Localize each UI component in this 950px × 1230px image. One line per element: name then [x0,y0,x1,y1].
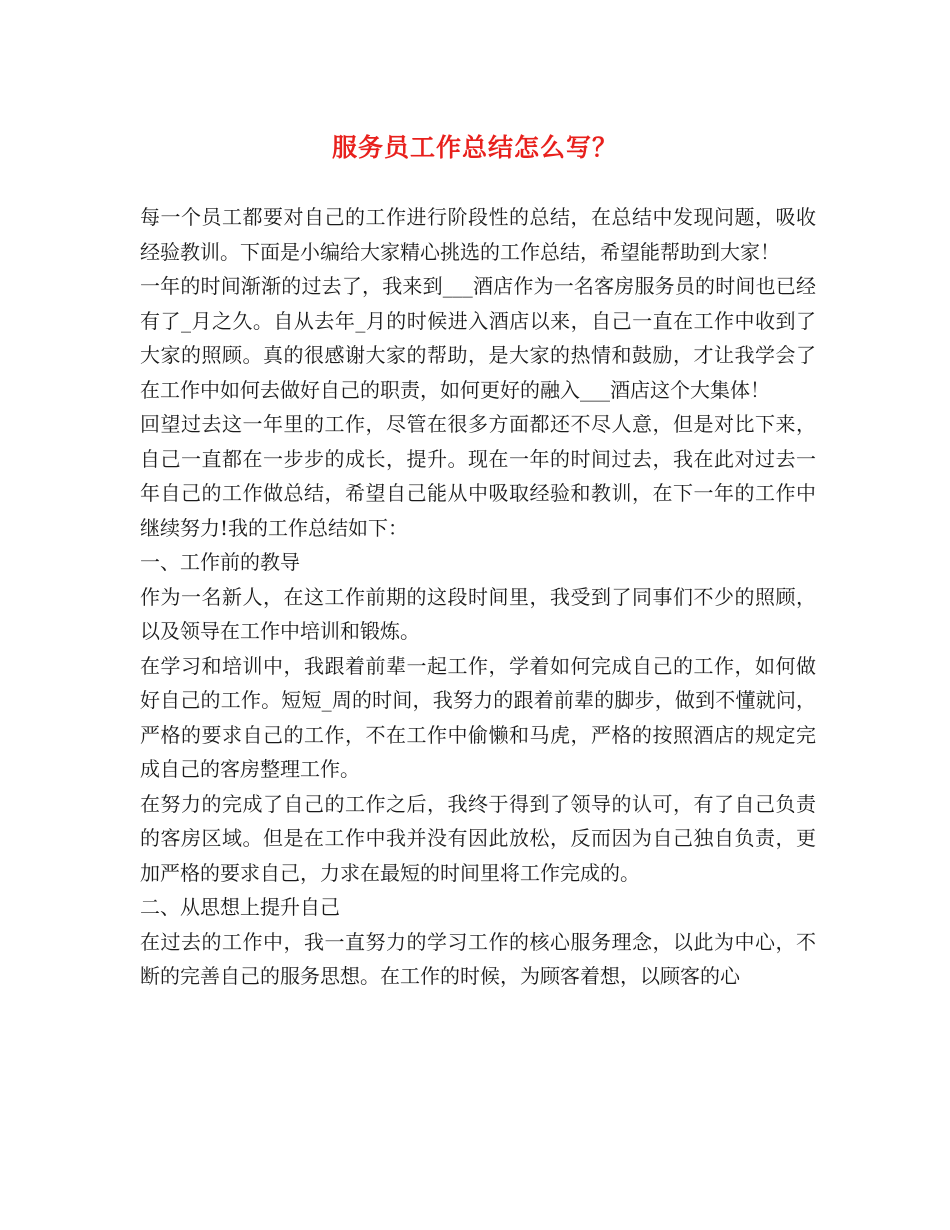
document-title: 服务员工作总结怎么写？ [331,133,618,162]
paragraph: 一年的时间渐渐的过去了，我来到___酒店作为一名客房服务员的时间也已经有了_月之久。自从去年_月的时候进入酒店以来，自己一直在工作中收到了大家的照顾。真的很感谢大家的帮助，是大家的热情和鼓励，才让我学会了在工作中如何去做好自己的职责，如何更好的融入___酒店这个大集体！ [140,274,816,402]
paragraph: 回望过去这一年里的工作，尽管在很多方面都还不尽人意，但是对比下来，自己一直都在一步步的成长，提升。现在一年的时间过去，我在此对过去一年自己的工作做总结，希望自己能从中吸取经验和教训，在下一年的工作中继续努力!我的工作总结如下： [140,412,816,540]
section-heading: 一、工作前的教导 [140,550,300,574]
paragraph: 在学习和培训中，我跟着前辈一起工作，学着如何完成自己的工作，如何做好自己的工作。短短_周的时间，我努力的跟着前辈的脚步，做到不懂就问，严格的要求自己的工作，不在工作中偷懒和马虎，严格的按照酒店的规定完成自己的客房整理工作。 [140,653,816,781]
paragraph: 在过去的工作中，我一直努力的学习工作的核心服务理念，以此为中心，不断的完善自己的服务思想。在工作的时候，为顾客着想，以顾客的心 [140,929,816,988]
paragraph: 在努力的完成了自己的工作之后，我终于得到了领导的认可，有了自己负责的客房区域。但是在工作中我并没有因此放松，反而因为自己独自负责，更加严格的要求自己，力求在最短的时间里将工作完成的。 [140,791,816,885]
paragraph: 作为一名新人，在这工作前期的这段时间里，我受到了同事们不少的照顾，以及领导在工作中培训和锻炼。 [140,584,816,643]
document-body [140,200,816,994]
paragraph-intro: 每一个员工都要对自己的工作进行阶段性的总结，在总结中发现问题，吸收经验教训。下面是小编给大家精心挑选的工作总结，希望能帮助到大家！ [140,205,816,264]
section-heading: 二、从思想上提升自己 [140,895,340,919]
